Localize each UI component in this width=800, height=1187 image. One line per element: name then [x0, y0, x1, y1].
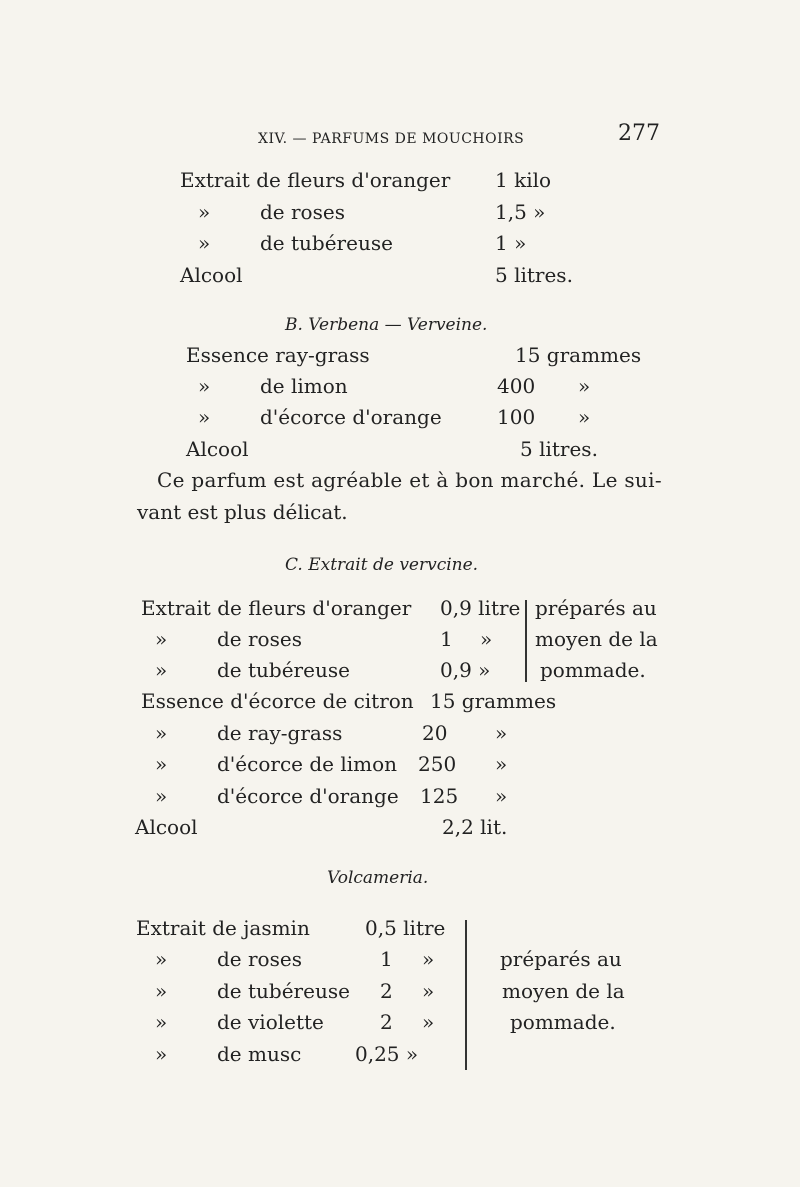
ditto-mark: »	[578, 374, 591, 398]
ditto-mark: »	[155, 627, 168, 651]
quantity: 0,5 litre	[365, 916, 446, 940]
quantity: 0,9 »	[440, 658, 491, 682]
ingredient-line: d'écorce de limon	[217, 752, 398, 776]
ingredient-line: Alcool	[180, 263, 243, 287]
ditto-mark: »	[155, 784, 168, 808]
quantity: 250	[418, 752, 457, 776]
side-note: préparés au	[500, 947, 622, 971]
ingredient-line: de tubéreuse	[217, 979, 350, 1003]
quantity: 1 »	[495, 231, 527, 255]
ingredient-line: de ray-grass	[217, 721, 343, 745]
grouping-brace	[525, 600, 527, 682]
ingredient-line: de musc	[217, 1042, 302, 1066]
quantity: 2	[380, 1010, 393, 1034]
running-title: XIV. — PARFUMS DE MOUCHOIRS	[258, 131, 525, 147]
side-note: préparés au	[535, 596, 657, 620]
ingredient-line: de roses	[217, 627, 302, 651]
ingredient-line: de limon	[260, 374, 348, 398]
ditto-mark: »	[198, 231, 211, 255]
ditto-mark: »	[495, 784, 508, 808]
quantity: 100	[497, 405, 536, 429]
ingredient-line: Essence d'écorce de citron	[141, 689, 414, 713]
ingredient-line: d'écorce d'orange	[217, 784, 399, 808]
grouping-brace	[465, 920, 467, 1070]
ditto-mark: »	[155, 1042, 168, 1066]
ditto-mark: »	[422, 947, 435, 971]
quantity: 15 grammes	[515, 343, 642, 367]
ditto-mark: »	[578, 405, 591, 429]
quantity: 15 grammes	[430, 689, 557, 713]
ditto-mark: »	[198, 200, 211, 224]
ditto-mark: »	[422, 979, 435, 1003]
ditto-mark: »	[198, 405, 211, 429]
ingredient-line: Alcool	[186, 437, 249, 461]
ingredient-line: d'écorce d'orange	[260, 405, 442, 429]
ditto-mark: »	[155, 979, 168, 1003]
quantity: 2	[380, 979, 393, 1003]
quantity: 0,25 »	[355, 1042, 419, 1066]
ingredient-line: de roses	[217, 947, 302, 971]
quantity: 1	[440, 627, 453, 651]
side-note: pommade.	[510, 1010, 616, 1034]
side-note: pommade.	[540, 658, 646, 682]
quantity: 400	[497, 374, 536, 398]
quantity: 1 kilo	[495, 168, 552, 192]
ingredient-line: de roses	[260, 200, 345, 224]
ditto-mark: »	[422, 1010, 435, 1034]
quantity: 20	[422, 721, 448, 745]
side-note: moyen de la	[502, 979, 625, 1003]
ditto-mark: »	[480, 627, 493, 651]
quantity: 5 litres.	[495, 263, 573, 287]
quantity: 1,5 »	[495, 200, 546, 224]
ditto-mark: »	[155, 752, 168, 776]
section-title: C. Extrait de vervcine.	[285, 555, 479, 575]
ditto-mark: »	[155, 947, 168, 971]
ditto-mark: »	[198, 374, 211, 398]
page-number: 277	[618, 121, 660, 146]
quantity: 5 litres.	[520, 437, 598, 461]
ingredient-line: Extrait de fleurs d'oranger	[180, 168, 451, 192]
quantity: 125	[420, 784, 459, 808]
ingredient-line: de tubéreuse	[217, 658, 350, 682]
ditto-mark: »	[155, 1010, 168, 1034]
paragraph-line: vant est plus délicat.	[137, 500, 348, 524]
ditto-mark: »	[155, 658, 168, 682]
ditto-mark: »	[495, 752, 508, 776]
section-title: Volcameria.	[327, 868, 429, 888]
quantity: 2,2 lit.	[442, 815, 508, 839]
ingredient-line: de violette	[217, 1010, 324, 1034]
ingredient-line: Extrait de jasmin	[136, 916, 310, 940]
ingredient-line: Essence ray-grass	[186, 343, 370, 367]
quantity: 0,9 litre	[440, 596, 521, 620]
ingredient-line: de tubéreuse	[260, 231, 393, 255]
side-note: moyen de la	[535, 627, 658, 651]
paragraph-line: Ce parfum est agréable et à bon marché. Le sui-	[157, 468, 662, 492]
quantity: 1	[380, 947, 393, 971]
section-title: B. Verbena — Verveine.	[285, 315, 488, 335]
ingredient-line: Extrait de fleurs d'oranger	[141, 596, 412, 620]
ditto-mark: »	[155, 721, 168, 745]
ingredient-line: Alcool	[135, 815, 198, 839]
ditto-mark: »	[495, 721, 508, 745]
